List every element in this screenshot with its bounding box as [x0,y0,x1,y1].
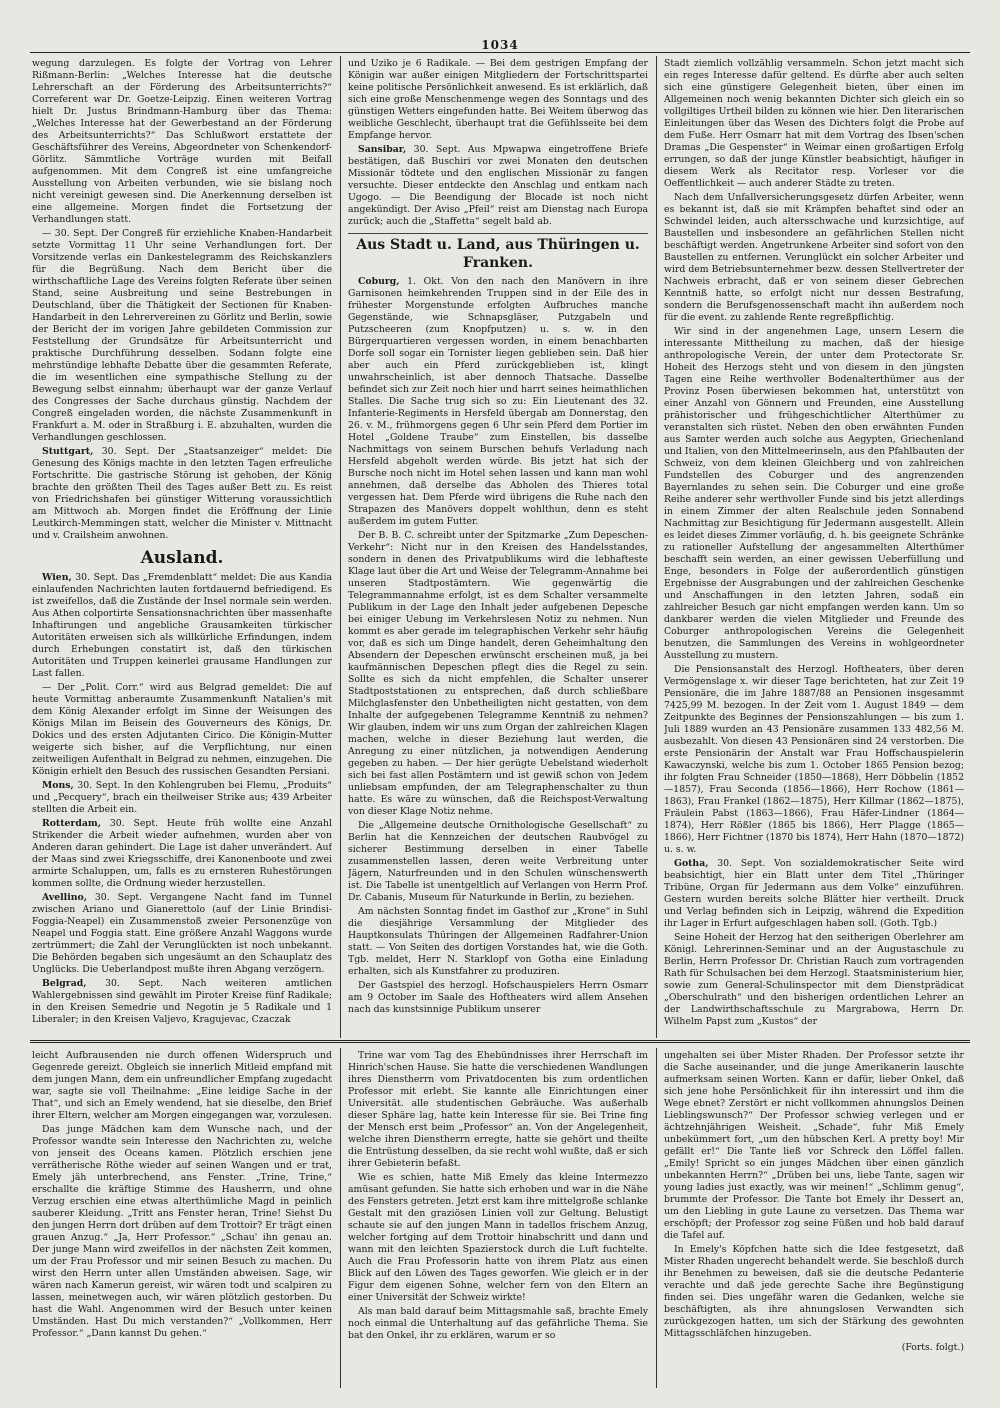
dateline: Sansibar, [358,144,407,155]
article-paragraph [32,446,332,542]
article-paragraph: Seine Hoheit der Herzog hat den seitherigen Oberlehrer am Königl. Lehrerinnen-Seminar und an der Augustaschule zu Berlin, Herrn Professor Dr. Christian Rauch zum vortragenden Rath für Schulsachen bei dem Herzogl. Staatsministerium hier, sowie zum General-Schulinspector mit dem Dienstprädicat „Oberschulrath“ und den bisherigen ordentlichen Lehrer an der Landwirthschaftsschule zu Margrabowa, Herrn Dr. Wilhelm Papst zum „Kustos“ der [664,932,964,1027]
article-paragraph: — 30. Sept. Der Congreß für erziehliche Knaben-Handarbeit setzte Vormittag 11 Uhr seine Verhandlungen fort. Der Vorsitzende verlas ein Dankestelegramm des Reichskanzlers für die Begrüßung. Nach dem Bericht über die wirthschaftliche Lage des Vereins folgten Referate über seinen Stand, seine Ausbreitung und seine Bestrebungen in Deutschland, über die Thätigkeit der Sectionen für Knaben-Handarbeit in den Lehrervereinen zu Görlitz und Berlin, sowie der Bericht der im vorigen Jahre gebildeten Commission zur Feststellung der Grundsätze für Arbeitsunterricht und praktische Durchführung desselben. Sodann folgte eine mehrstündige lebhafte Debatte über die gesammten Referate, die im wesentlichen eine sympathische Stellung zu der Bewegung selbst einnahm; überhaupt war der ganze Verlauf des Congresses der Sache durchaus günstig. Nachdem der Congreß eingeladen worden, die nächste Zusammenkunft in Frankfurt a. M. oder in Straßburg i. E. abzuhalten, wurden die Verhandlungen geschlossen. [32,228,332,443]
dateline: Stuttgart, [42,446,94,457]
article-paragraph [32,978,332,1026]
dateline: Avellino, [42,892,87,903]
article-text: 30. Sept. Von sozialdemokratischer Seite wird beabsichtigt, hier ein Blatt unter dem Titel „Thüringer Tribüne, Organ für Jedermann aus dem Volke“ einzuführen. Gestern wurden bereits solche Blätter hier vertheilt. Druck und Verlag befinden sich in Leipzig, während die Expedition ihr Lager in Erfurt aufgeschlagen haben soll. (Goth. Tgb.) [664,858,964,929]
continuation-note: (Forts. folgt.) [901,1342,964,1353]
section-heading-region: Aus Stadt u. Land, aus Thüringen u. Franken. [348,233,648,272]
feuilleton-column-2 [348,1050,648,1390]
article-text: 30. Sept. Der „Staatsanzeiger“ meldet: Die Genesung des Königs machte in den letzten Tagen erfreuliche Fortschritte. Die gastrische Störung ist gehoben, der König brachte den größten Theil des Tages außer Bett zu. Es reist von Friedrichshafen bei günstiger Witterung voraussichtlich am Mittwoch ab. Morgen findet die Eröffnung der Linie Leutkirch-Memmingen statt, welcher die Minister v. Mittnacht und v. Crailsheim anwohnen. [32,446,332,541]
article-paragraph: Der Gastspiel des herzogl. Hofschauspielers Herrn Osmarr am 9 October im Saale des Hoftheaters wird allem Ansehen nach das kunstsinnige Publikum unserer [348,980,648,1015]
story-paragraph: ungehalten sei über Mister Rhaden. Der Professor setzte ihr die Sache auseinander, und die junge Amerikanerin lauschte aufmerksam seinen Worten. Kann er dafür, lieber Onkel, daß sich jene hohe Persönlichkeit für ihn interessirt und ihm die Wege ebnet? Zerstört er nicht vollkommen ahnungslos Deinen Lieblingswunsch?“ Der Professor schwieg verlegen und er ächtzehnjährigen Weisheit. „Schade“, fuhr Miß Emely unbekümmert fort, „um den hübschen Kerl. A pretty boy! Mir gefällt er!“ Die Tante ließ vor Schreck den Löffel fallen. „Emily! Spricht so ein junges Mädchen über einen gänzlich unbekannten Herrn?“ „Drüben bei uns, liebe Tante, sagen wir young ladies just exactly, was wir meinen!“ „Schlimm genug“, brummte der Professor. Die Tante bot Emely ihr Dessert an, um den Liebling in gute Laune zu versetzen. Das Thema war erschöpft; der Professor zog seine Füßen und hob bald darauf die Tafel auf. [664,1050,964,1241]
article-paragraph: wegung darzulegen. Es folgte der Vortrag von Lehrer Rißmann-Berlin: „Welches Interesse hat die deutsche Lehrerschaft an der Förderung des Arbeitsunterrichts?“ Correferent war Dr. Goetze-Leipzig. Einen weiteren Vortrag hielt Dr. Justus Brindmann-Hamburg über das Thema: „Welches Interesse hat der Gewerbestand an der Förderung des Arbeitsunterrichts?“ Das Schlußwort erstattete der Geschäftsführer des Vereins, Abgeordneter von Schenkendorf-Görlitz. Sämmtliche Vorträge wurden mit Beifall aufgenommen. Mit dem Congreß ist eine umfangreiche Ausstellung von Arbeiten verbunden, wie sie bislang noch nicht vereinigt gewesen sind. Die Anerkennung derselben ist eine allgemeine. Morgen findet die Fortsetzung der Verhandlungen statt. [32,58,332,225]
story-paragraph: Das junge Mädchen kam dem Wunsche nach, und der Professor wandte sein Interesse den Nachrichten zu, welche von jenseit des Oceans kamen. Plötzlich erschien jene verrätherische Röthe wieder auf seinen Wangen und er trat, Emely jäh unterbrechend, ans Fenster. „Trine, Trine,“ erschallte die kräftige Stimme des Hausherrn, und ohne Verzug erschien eine etwas alterthümliche Magd in peinlich sauberer Kleidung. „Tritt ans Fenster heran, Trine! Siehst Du den jungen Herrn dort drüben auf dem Trottoir? Er trägt einen grauen Anzug.“ „Ja, Herr Professor.“ „Schau' ihn genau an. Der junge Mann wird zweifellos in der nächsten Zeit kommen, um der Frau Professor und mir seinen Besuch zu machen. Du wirst den Herrn unter allen Umständen abweisen. Sage, wir wären nach Kamerun gereist, wir wären todt und scalpiren zu lassen, meinetwegen auch, wir wären plötzlich gestorben. Du hast die Wahl. Angenommen wird der Besuch unter keinen Umständen. Hast Du mich verstanden?“ „Vollkommen, Herr Professor.“ „Dann kannst Du gehen.“ [32,1124,332,1339]
feuilleton-column-3 [664,1050,964,1390]
article-text: 30. Sept. Vergangene Nacht fand im Tunnel zwischen Ariano und Gianerettolo (auf der Linie Brindisi-Foggia-Neapel) ein Zusammenstoß zweier Personenzüge von Neapel und Foggia statt. Eine größere Anzahl Waggons wurde zertrümmert; die Zahl der Verunglückten ist noch unbekannt. Die Behörden begaben sich ungesäumt an den Schauplatz des Unglücks. Die Ueberlandpost mußte ihren Abgang verzögern. [32,892,332,975]
article-paragraph [32,818,332,890]
article-paragraph: Nach dem Unfallversicherungsgesetz dürfen Arbeiter, wenn es bekannt ist, daß sie mit Krämpfen behaftet sind oder an Schwindel leiden, auch altersschwache und kurzsichtige, auf Baustellen und insbesondere an gefährlichen Stellen nicht beschäftigt werden. Angetrunkene Arbeiter sind sofort von den Baustellen zu entfernen. Verunglückt ein solcher Arbeiter und wird dem Betriebsunternehmer bezw. dessen Stellvertreter der Nachweis erbracht, daß er von seinem dieser Gebrechen Kenntniß hatte, so erfolgt nicht nur dessen Bestrafung, sondern die Berufsgenossenschaft macht ihn außerdem noch für die event. zu zahlende Rente regreßpflichtig. [664,192,964,323]
column-divider [656,1048,657,1388]
top-rule [30,52,970,53]
column-1 [32,58,332,1034]
column-2 [348,58,648,1034]
article-paragraph: Stadt ziemlich vollzählig versammeln. Schon jetzt macht sich ein reges Interesse dafür geltend. Es dürfte aber auch selten sich eine günstigere Gelegenheit bieten, über einen im Allgemeinen noch wenig bekannten Dichter sich gleich ein so vollgiltiges Urtheil bilden zu können wie hier. Den literarischen Einleitungen über das Wesen des Dichters folgt die Probe auf dem Fuße. Herr Osmarr hat mit dem Vortrag des Ibsen'schen Dramas „Die Gespenster“ in Weimar einen großartigen Erfolg errungen, so daß der junge Künstler beabsichtigt, häufiger in diesem Werk als Recitator resp. Vorleser vor die Oeffentlichkeit — auch anderer Städte zu treten. [664,58,964,189]
article-text: 30. Sept. Aus Mpwapwa eingetroffene Briefe bestätigen, daß Buschiri vor zwei Monaten den deutschen Missionär tödtete und den englischen Missionär zu fangen versuchte. Dieser entdeckte den Anschlag und entkam nach Ugogo. — Die Beendigung der Blocade ist noch nicht angekündigt. Der Aviso „Pfeil“ reist am Dienstag nach Europa zurück; auch die „Staffetta“ segelt bald ab. [348,144,648,227]
dateline: Coburg, [358,276,400,287]
story-paragraph: Trine war vom Tag des Ehebündnisses ihrer Herrschaft im Hinrich'schen Hause. Sie hatte die verschiedenen Wandlungen ihres Dienstherrn vom Privatdocenten bis zum ordentlichen Professor mit erlebt. Sie kannte alle Einrichtungen einer Universität. alle studentischen Gebräuche. Was außerhalb dieser Sphäre lag, hatte kein Interesse für sie. Bei Trine fing der Mensch erst beim „Professor“ an. Von der Angelegenheit, welche ihren Dienstherrn erregte, hatte sie gehört und theilte die Entrüstung desselben, da sie recht wohl wußte, daß er sich ihrer Gebieterin befaßt. [348,1050,648,1169]
article-paragraph [32,892,332,976]
article-text: 30. Sept. In den Kohlengruben bei Flemu, „Produits“ und „Pecquery“, brach ein theilweiser Strike aus; 439 Arbeiter stellten die Arbeit ein. [32,780,332,815]
article-paragraph: und Uziko je 6 Radikale. — Bei dem gestrigen Empfang der Königin war außer einigen Mitgliedern der Fortschrittspartei keine politische Persönlichkeit anwesend. Es ist erklärlich, daß sich eine große Menschenmenge wegen des Sonntags und des günstigen Wetters eingefunden hatte. Bei Weitem überwog das weibliche Geschlecht, überhaupt trat die Gefühlsseite bei dem Empfange hervor. [348,58,648,141]
column-divider [340,56,341,1038]
article-paragraph [664,858,964,930]
article-paragraph: Wir sind in der angenehmen Lage, unsern Lesern die interessante Mittheilung zu machen, daß der hiesige anthropologische Verein, der unter dem Protectorate Sr. Hoheit des Herzogs steht und von diesem in den jüngsten Tagen eine Reihe werthvoller Bodenalterthümer aus der Provinz Posen überwiesen bekommen hat, unterstützt von einer Anzahl von Gönnern und Freunden, eine Ausstellung prähistorischer und frühgeschichtlicher Alterthümer zu veranstalten sich rüstet. Neben den oben erwähnten Funden aus Samter werden auch solche aus Aegypten, Griechenland und Italien, von den Mittelmeerinseln, aus den Pfahlbauten der Schweiz, von dem kleinen Gleichberg und von zahlreichen Fundstellen des Coburger und des angrenzenden Bayernlandes zu sehen sein. Die Coburger und eine große Reihe anderer sehr werthvoller Funde sind bis jetzt allerdings in einem Zimmer der alten Realschule jeden Sonnabend Nachmittag zur Besichtigung für Jedermann ausgestellt. Allein es leidet dieses Zimmer vorläufig, d. h. bis geeignete Schränke zu rationeller Aufstellung der angesammelten Alterthümer beschafft sein werden, an einer gewissen Ueberfüllung und Enge, besonders in Folge der außerordentlich günstigen Ergebnisse der Ausgrabungen und der zahlreichen Geschenke und Anschaffungen in den letzten Jahren, sodaß ein zahlreicher Besuch gar nicht empfangen werden kann. Um so dankbarer werden die vielen Mitglieder und Freunde des Coburger anthropologischen Vereins die Gelegenheit benutzen, die Sammlungen des Vereins in wohlgeordneter Ausstellung zu mustern. [664,326,964,661]
dateline: Belgrad, [42,978,87,989]
column-divider [656,56,657,1038]
story-paragraph: leicht Aufbrausenden nie durch offenen Widerspruch und Gegenrede gereizt. Obgleich sie innerlich Mitleid empfand mit dem jungen Mann, dem ein unfreundlicher Empfang zugedacht war, sagte sie voll Theilnahme: „Eine leidige Sache in der That“, und sich an Emely wendend, hat sie dieselbe, den Brief ihrer Eltern, welcher am Morgen eingegangen war, vorzulesen. [32,1050,332,1121]
article-text: 30. Sept. Heute früh wollte eine Anzahl Strikender die Arbeit wieder aufnehmen, wurden aber von Anderen daran gehindert. Die Lage ist daher unverändert. Auf der Maas sind zwei Kriegsschiffe, drei Kanonenboote und zwei armirte Schaluppen, um, falls es zu ernsteren Ruhestörungen kommen sollte, die Ordnung wieder herzustellen. [32,818,332,889]
article-paragraph [348,276,648,528]
article-paragraph: — Der „Polit. Corr.“ wird aus Belgrad gemeldet: Die auf heute Vormittag anberaumte Zusammenkunft Natalien's mit dem König Alexander erfolgt im Sinne der Weisungen des Königs Milan im Beisein des Gouverneurs des Königs, Dr. Dokics und des ersten Adjutanten Cirico. Die Königin-Mutter weigerte sich bisher, auf die Verpflichtung, nur einen zeitweiligen Aufenthalt in Belgrad zu nehmen, einzugehen. Die Königin erhielt den Besuch des russischen Gesandten Persiani. [32,682,332,777]
story-paragraph: In Emely's Köpfchen hatte sich die Idee festgesetzt, daß Mister Rhaden ungerecht behandelt werde. Sie beschloß durch ihr Benehmen zu beweisen, daß sie die deutsche Pedanterie verachte und daß jede gerechte Sache ihre Begünstigung finden sei. Dies ungefähr waren die Gedanken, welche sie beschäftigten, als ihre ahnungslosen Verwandten sich zurückgezogen hatten, um sich der Stärkung des gewohnten Mittagsschläfchen hinzugeben. [664,1244,964,1339]
article-paragraph [348,144,648,228]
page-number: 1034 [481,38,519,52]
article-paragraph [32,572,332,680]
article-paragraph [32,780,332,816]
article-paragraph: Die „Allgemeine deutsche Ornithologische Gesellschaft“ zu Berlin hat die Kennzeichen der deutschen Raubvögel zu sicherer Bestimmung derselben in einer Tabelle zusammenstellen lassen, deren weite Verbreitung unter Jägern, Naturfreunden und in den Schulen wünschenswerth ist. Die Tabelle ist unentgeltlich auf Verlangen von Herrn Prof. Dr. Cabanis, Museum für Naturkunde in Berlin, zu beziehen. [348,820,648,903]
column-3 [664,58,964,1034]
feuilleton-divider [30,1040,970,1043]
article-paragraph: Der B. B. C. schreibt unter der Spitzmarke „Zum Depeschen-Verkehr“: Nicht nur in den Kreisen des Handelsstandes, sondern in denen des Privatpublikums wird die lebhafteste Klage laut über die Art und Weise der Telegramm-Annahme bei unseren Stadtpostämtern. Wie gegenwärtig die Telegrammannahme erfolgt, ist es dem Schalter versammelte Publikum in der Lage den Inhalt jeder aufgebenen Depesche bei einiger Uebung im Verkehrslesen Notiz zu nehmen. Nun kommt es aber gerade im telegraphischen Verkehr sehr häufig vor, daß es sich um Dinge handelt, deren Geheimhaltung den Absendern der Depeschen erwünscht erscheinen muß, ja bei kaufmännischen Depeschen pflegt dies die Regel zu sein. Sollte es sich da nicht empfehlen, die Schalter unserer Stadtpoststationen zu entsprechen, daß durch schließbare Milchglasfenster den Unbetheiligten nicht gestatten, von dem Inhalte der aufgegebenen Telegramme Kenntniß zu nehmen? Wir glauben, indem wir uns zum Organ der zahlreichen Klagen machen, welche in dieser Beziehung laut werden, die Anregung zu einer nützlichen, ja notwendigen Aenderung gegeben zu haben. — Der hier gerügte Uebelstand wiederholt sich bei fast allen Postämtern und ist gewiß schon von Jedem unliebsam empfunden, der am Telegraphenschalter zu thun hatte. Es wäre zu wünschen, daß die Reichspost-Verwaltung von dieser Klage Notiz nehme. [348,530,648,817]
article-text: 1. Okt. Von den nach den Manövern in ihre Garnisonen heimkehrenden Truppen sind in der Eile des in frühester Morgenstunde erfolgten Aufbruches manche Gegenstände, wie Schnapsgläser, Putzgabeln und Putzscheeren (zum Knopfputzen) u. s. w. in den Bürgerquartieren vergessen worden, in einem benachbarten Dorfe soll sogar ein Tornister liegen geblieben sein. Daß hier aber auch ein Pferd zurückgeblieben ist, klingt unwahrscheinlich, ist aber dennoch Thatsache. Dasselbe befindet sich zur Zeit noch hier und harrt seines heimathlichen Stalles. Die Sache trug sich so zu: Ein Lieutenant des 32. Infanterie-Regiments in Hersfeld übergab am Donnerstag, den 26. v. M., frühmorgens gegen 6 Uhr sein Pferd dem Portier im Hotel „Goldene Traube“ zum Einstellen, bis dasselbe Nachmittags von seinem Burschen behufs Verladung nach Hersfeld abgeholt werden würde. Bis jetzt hat sich der Bursche noch nicht im Hotel sehen lassen und kann man wohl annehmen, daß derselbe das Abholen des Thieres total vergessen hat. Dem Pferde wird übrigens die Ruhe nach den Strapazen des Manövers doppelt wohlthun, denn es steht außerdem im gutem Futter. [348,276,648,527]
dateline: Mons, [42,780,74,791]
article-paragraph: Die Pensionsanstalt des Herzogl. Hoftheaters, über deren Vermögenslage x. wir dieser Tage berichteten, hat zur Zeit 19 Pensionäre, die im Jahre 1887/88 an Pensionen insgesammt 7425,99 M. bezogen. In der Zeit vom 1. August 1849 — dem Zeitpunkte des Beginnes der Pensionszahlungen — bis zum 1. Juli 1889 wurden an 43 Pensionäre zusammen 133 482,56 M. ausbezahlt. Von diesen 43 Pensionären sind 24 verstorben. Die erste Pensionärin der Anstalt war Frau Hoffschauspielerin Kawaczynski, welche bis zum 1. October 1865 Pension bezog; ihr folgten Frau Schneider (1850—1868), Herr Döbbelin (1852—1857), Frau Seconda (1856—1866), Herr Rochow (1861—1863), Frau Frankel (1862—1875), Herr Killmar (1862—1875), Fräulein Pabst (1863—1866), Frau Häfer-Lindner (1864—1874), Herr Rößler (1865 bis 1866), Herr Plagge (1865—1866), Herr Fichtner (1870 bis 1874), Herr Hahn (1870—1872) u. s. w. [664,664,964,855]
article-text: 30. Sept. Das „Fremdenblatt“ meldet: Die aus Kandia einlaufenden Nachrichten lauten fortdauernd befriedigend. Es ist zweifellos, daß die Zustände der Insel normale sein werden. Aus Athen colportirte Sensationsnachrichten über massenhafte Inhaftirungen und angebliche Grausamkeiten türkischer Autoritäten erweisen sich als willkürliche Erfindungen, indem durch Erhebungen constatirt ist, daß den türkischen Autoritäten und Truppen keinerlei grausame Handlungen zur Last fallen. [32,572,332,679]
story-paragraph: Als man bald darauf beim Mittagsmahle saß, brachte Emely noch einmal die Unterhaltung auf das gefährliche Thema. Sie bat den Onkel, ihr zu erklären, warum er so [348,1306,648,1341]
dateline: Gotha, [674,858,709,869]
article-text: 30. Sept. Nach weiteren amtlichen Wahlergebnissen sind gewählt im Piroter Kreise fünf Radikale; in den Kreisen Semedrie und Negotin je 5 Radikale und 1 Liberaler; in den Kreisen Valjevo, Kragujevac, Czaczak [32,978,332,1025]
section-heading-ausland: Ausland. [140,548,224,568]
column-divider [340,1048,341,1388]
feuilleton-column-1 [32,1050,332,1390]
story-paragraph: Wie es schien, hatte Miß Emely das kleine Intermezzo amüsant gefunden. Sie hatte sich erhoben und war in die Nähe des Fensters getreten. Jetzt erst kam ihre mittelgroße schlanke Gestalt mit den graziösen Linien voll zur Geltung. Belustigt schaute sie auf den jungen Mann in tadellos frischem Anzug, welcher fortging auf dem Trottoir hinabschritt und dann und wann mit den leichten Spazierstock durch die Luft fuchtelte. Auch die Frau Professorin hatte von ihrem Platz aus einen Blick auf den Löwen des Tages geworfen. Wie gleich er in der Figur dem eigenen Sohne, welcher fern von den Eltern an einer Universität der Schweiz wirkte! [348,1172,648,1303]
article-paragraph: Am nächsten Sonntag findet im Gasthof zur „Krone“ in Suhl die diesjährige Versammlung der Mitglieder des Hauptkonsulats Thüringen der Allgemeinen Radfahrer-Union statt. — Von Seiten des dortigen Vorstandes hat, wie die Goth. Tgb. meldet, Herr N. Starklopf von Gotha eine Einladung erhalten, sich als Kunstfahrer zu produziren. [348,906,648,977]
dateline: Rotterdam, [42,818,101,829]
dateline: Wien, [42,572,72,583]
